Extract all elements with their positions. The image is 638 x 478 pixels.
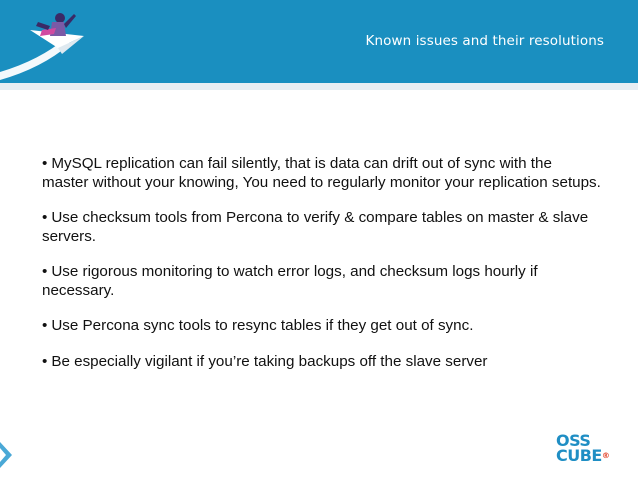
bullet-dot: • xyxy=(42,263,48,280)
bullet-text: Be especially vigilant if you’re taking backups off the slave server xyxy=(51,352,488,370)
slide-header xyxy=(0,0,638,83)
bullet-dot: • xyxy=(42,155,48,172)
chevron-right-icon xyxy=(0,440,14,470)
bullet-list xyxy=(42,155,602,388)
bullet-text: MySQL replication can fail silently, that is data can drift out of sync with the master without your knowing, You need to regularly monitor your replication setups. xyxy=(42,155,601,191)
bullet-item xyxy=(42,353,602,372)
header-divider xyxy=(0,83,638,90)
bullet-item xyxy=(42,209,602,246)
logo-line-oss: OSS xyxy=(556,431,591,450)
osscube-logo xyxy=(556,433,618,465)
bullet-text: Use Percona sync tools to resync tables if they get out of sync. xyxy=(51,317,474,334)
logo-line-cube: CUBE® xyxy=(556,446,610,465)
bullet-dot: • xyxy=(42,317,48,334)
bullet-item xyxy=(42,317,602,336)
bullet-dot: • xyxy=(42,209,48,226)
paper-plane-rider-icon xyxy=(0,0,110,83)
bullet-dot: • xyxy=(42,352,48,370)
slide-title: Known issues and their resolutions xyxy=(365,33,604,49)
bullet-item xyxy=(42,155,602,192)
bullet-text: Use rigorous monitoring to watch error logs, and checksum logs hourly if necessary. xyxy=(42,263,538,299)
bullet-text: Use checksum tools from Percona to verify & compare tables on master & slave servers. xyxy=(42,209,589,245)
bullet-item xyxy=(42,263,602,300)
